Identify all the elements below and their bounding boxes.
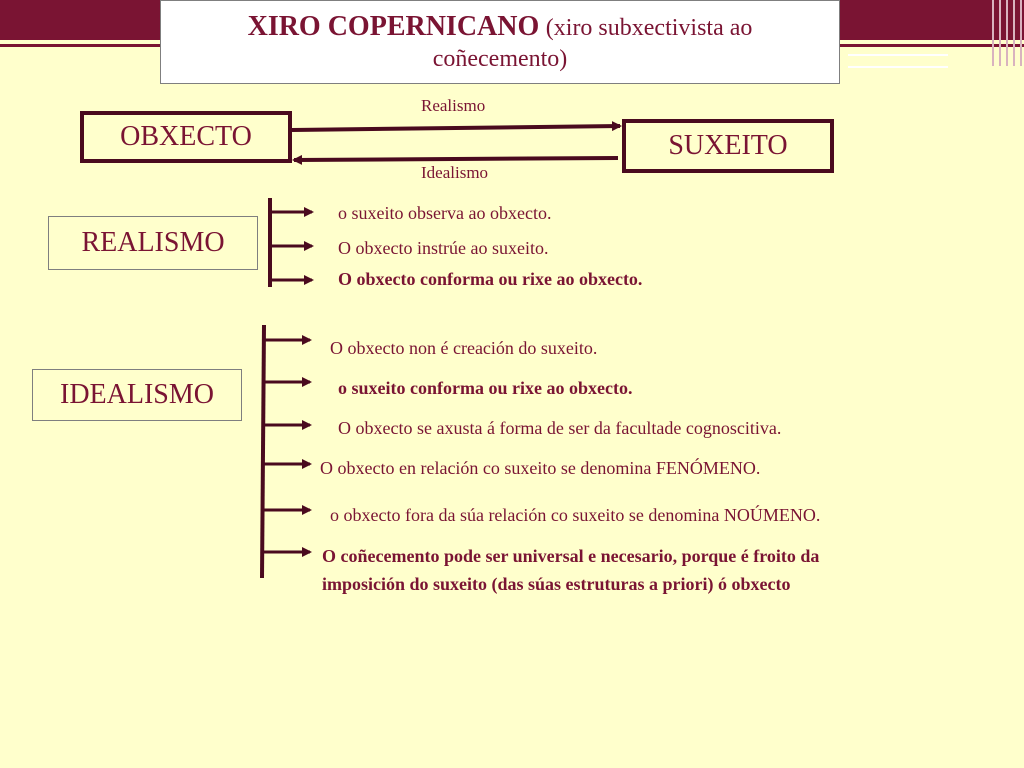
arrow-suxeito-to-obxecto — [294, 158, 618, 160]
obxecto-label: OBXECTO — [120, 121, 252, 152]
realismo-item: o suxeito observa ao obxecto. — [338, 203, 552, 223]
realismo-item: O obxecto conforma ou rixe ao obxecto. — [338, 269, 643, 289]
idealismo-item: O coñecemento pode ser universal e necesario, porque é froito da — [322, 546, 820, 566]
realismo-arrow-label: Realismo — [421, 96, 486, 115]
idealismo-arrow-label: Idealismo — [421, 163, 489, 182]
idealismo-item: o obxecto fora da súa relación co suxeito se denomina NOÚMENO. — [330, 505, 821, 525]
idealismo-item: O obxecto en relación co suxeito se denomina FENÓMENO. — [320, 458, 761, 478]
idealismo-item: O obxecto non é creación do suxeito. — [330, 338, 598, 358]
title-main: XIRO COPERNICANO — [247, 11, 540, 42]
idealismo-item: o suxeito conforma ou rixe ao obxecto. — [338, 378, 633, 398]
suxeito-box — [622, 119, 834, 173]
idealismo-item: O obxecto se axusta á forma de ser da facultade cognoscitiva. — [338, 418, 782, 438]
idealismo-box — [32, 369, 242, 421]
idealismo-label: IDEALISMO — [60, 379, 214, 410]
idealismo-bracket — [262, 325, 264, 578]
title-subtitle: (xiro subxectivista ao — [545, 15, 753, 41]
idealismo-item: imposición do suxeito (das súas estruturas a priori) ó obxecto — [322, 574, 791, 594]
title-line-2: coñecemento) — [432, 46, 568, 72]
realismo-box — [48, 216, 258, 270]
obxecto-box — [80, 111, 292, 163]
realismo-label: REALISMO — [81, 227, 225, 258]
suxeito-label: SUXEITO — [668, 130, 788, 161]
realismo-item: O obxecto instrúe ao suxeito. — [338, 238, 549, 258]
arrow-obxecto-to-suxeito — [292, 126, 620, 130]
